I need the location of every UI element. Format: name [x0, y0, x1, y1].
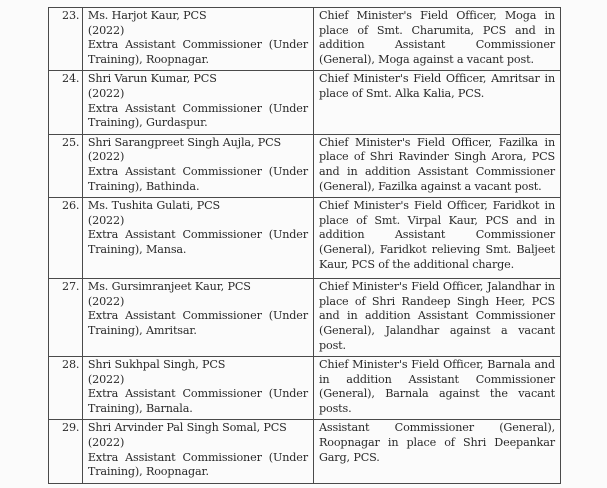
officer-batch: (2022): [87, 436, 125, 450]
officer-name: Shri Varun Kumar, PCS: [87, 72, 217, 86]
current-designation: Extra Assistant Commissioner (Under Training), Mansa.: [87, 228, 308, 256]
posting-cell: [313, 420, 560, 483]
officer-cell: [82, 279, 313, 357]
new-posting: Chief Minister's Field Officer, Barnala and in addition Assistant Commissioner (General), Barnala against the vacant posts.: [318, 358, 555, 415]
officer-cell: [82, 198, 313, 279]
new-posting: Chief Minister's Field Officer, Faridkot in place of Smt. Virpal Kaur, PCS and in addition Assistant Commissioner (General), Faridkot relieving Smt. Baljeet Kaur, PCS of the additional charge.: [318, 199, 555, 271]
current-designation: Extra Assistant Commissioner (Under Training), Amritsar.: [87, 309, 308, 337]
serial-number: 27.: [49, 279, 83, 357]
new-posting: Assistant Commissioner (General), Roopnagar in place of Shri Deepankar Garg, PCS.: [318, 421, 555, 464]
posting-cell: [313, 8, 560, 71]
serial-number: 26.: [49, 198, 83, 279]
posting-cell: [313, 134, 560, 197]
table-row: [49, 357, 561, 420]
officer-batch: (2022): [87, 86, 125, 100]
table-row: [49, 134, 561, 197]
officer-name: Shri Sarangpreet Singh Aujla, PCS: [87, 135, 282, 149]
serial-number: 28.: [49, 357, 83, 420]
table-row: [49, 420, 561, 483]
officer-cell: [82, 71, 313, 134]
new-posting: Chief Minister's Field Officer, Amritsar in place of Smt. Alka Kalia, PCS.: [318, 72, 555, 100]
table-row: [49, 279, 561, 357]
officer-batch: (2022): [87, 150, 125, 164]
officer-name: Ms. Harjot Kaur, PCS: [87, 9, 207, 22]
posting-cell: [313, 357, 560, 420]
posting-cell: [313, 198, 560, 279]
serial-number: 24.: [49, 71, 83, 134]
officer-name: Ms. Tushita Gulati, PCS: [87, 199, 221, 213]
officer-cell: [82, 357, 313, 420]
officer-name: Ms. Gursimranjeet Kaur, PCS: [87, 280, 251, 294]
serial-number: 23.: [49, 8, 83, 71]
current-designation: Extra Assistant Commissioner (Under Training), Roopnagar.: [87, 450, 308, 479]
posting-cell: [313, 279, 560, 357]
officer-name: Shri Sukhpal Singh, PCS: [87, 358, 226, 372]
officer-cell: [82, 8, 313, 71]
officer-cell: [82, 420, 313, 483]
officer-batch: (2022): [87, 23, 125, 37]
current-designation: Extra Assistant Commissioner (Under Training), Gurdaspur.: [87, 101, 308, 130]
new-posting: Chief Minister's Field Officer, Moga in place of Smt. Charumita, PCS and in addition Assistant Commissioner (General), Moga against a vacant post.: [318, 9, 555, 66]
serial-number: 29.: [49, 420, 83, 483]
officer-batch: (2022): [87, 213, 125, 227]
officer-cell: [82, 134, 313, 197]
new-posting: Chief Minister's Field Officer, Fazilka in place of Shri Ravinder Singh Arora, PCS and in addition Assistant Commissioner (General), Fazilka against a vacant post.: [318, 135, 555, 193]
posting-cell: [313, 71, 560, 134]
current-designation: Extra Assistant Commissioner (Under Training), Bathinda.: [87, 164, 308, 193]
current-designation: Extra Assistant Commissioner (Under Training), Barnala.: [87, 387, 308, 415]
officer-batch: (2022): [87, 372, 125, 386]
table-row: [49, 8, 561, 71]
serial-number: 25.: [49, 134, 83, 197]
new-posting: Chief Minister's Field Officer, Jalandhar in place of Shri Randeep Singh Heer, PCS and in addition Assistant Commissioner (General), Jalandhar against a vacant post.: [318, 280, 555, 352]
officer-name: Shri Arvinder Pal Singh Somal, PCS: [87, 421, 287, 435]
current-designation: Extra Assistant Commissioner (Under Training), Roopnagar.: [87, 38, 308, 66]
officer-batch: (2022): [87, 294, 125, 308]
table-row: [49, 71, 561, 134]
table-row: [49, 198, 561, 279]
postings-table: [48, 7, 561, 484]
